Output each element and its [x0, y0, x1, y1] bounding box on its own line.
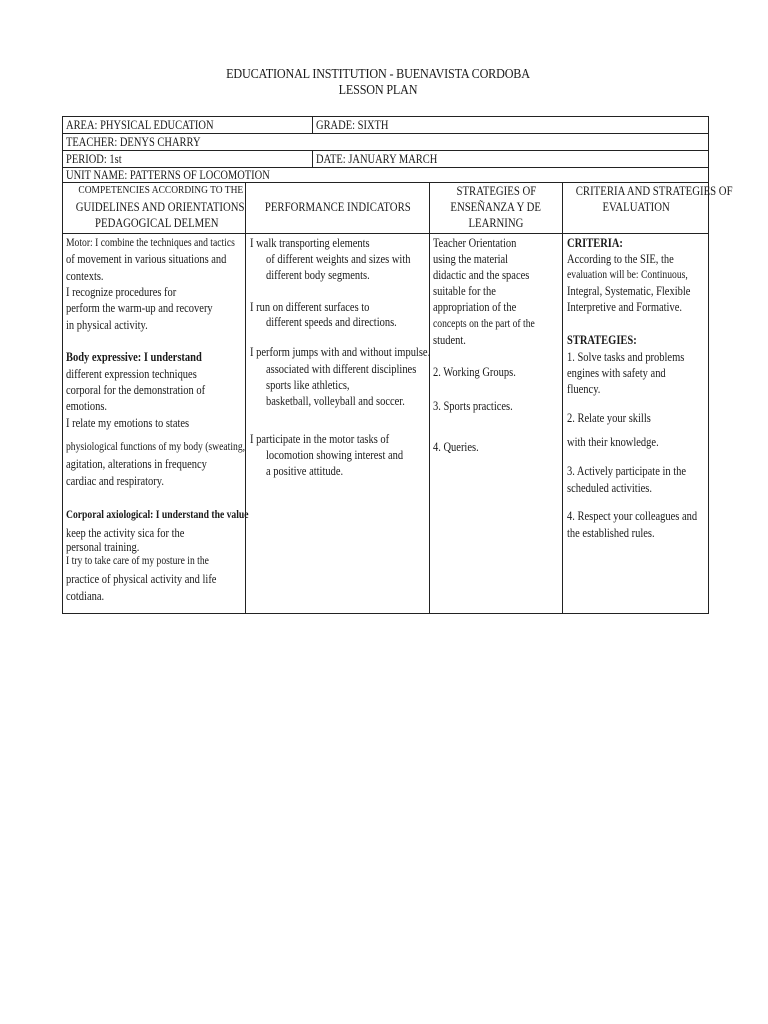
evaluation-strategy-line: 1. Solve tasks and problems — [567, 350, 685, 364]
indicator-line: locomotion showing interest and — [266, 448, 404, 462]
area-field: AREA: PHYSICAL EDUCATION — [66, 118, 214, 132]
table-rule — [62, 182, 709, 183]
competency-motor-line: contexts. — [66, 269, 104, 283]
evaluation-strategy-line: 4. Respect your colleagues and — [567, 509, 698, 523]
unit-name-field: UNIT NAME: PATTERNS OF LOCOMOTION — [66, 168, 270, 182]
indicator-line: I run on different surfaces to — [250, 300, 370, 314]
indicator-line: basketball, volleyball and soccer. — [266, 394, 405, 408]
indicator-line: I participate in the motor tasks of — [250, 432, 390, 446]
criteria-heading: CRITERIA: — [567, 236, 623, 250]
evaluation-strategy-line: 3. Actively participate in the — [567, 464, 687, 478]
competency-axiological-line: personal training. — [66, 540, 140, 554]
strategy-intro-line: Teacher Orientation — [433, 236, 517, 250]
strategy-intro-line: didactic and the spaces — [433, 268, 530, 282]
evaluation-strategy-line: engines with safety and — [567, 366, 666, 380]
criteria-line: evaluation will be: Continuous, — [567, 269, 688, 281]
strategy-intro-line: student. — [433, 333, 466, 347]
table-rule — [62, 233, 709, 234]
competency-axiological-line: keep the activity sica for the — [66, 526, 185, 540]
competency-expressive-line: corporal for the demonstration of — [66, 383, 206, 397]
competency-motor-line: in physical activity. — [66, 318, 148, 332]
evaluation-strategy-line: 2. Relate your skills — [567, 411, 651, 425]
competency-motor-line: Motor: I combine the techniques and tactics — [66, 237, 235, 249]
column-header-competencies-line3: PEDAGOGICAL DELMEN — [95, 216, 219, 230]
date-field: DATE: JANUARY MARCH — [316, 152, 438, 166]
teacher-field: TEACHER: DENYS CHARRY — [66, 135, 201, 149]
lesson-plan-table — [62, 116, 733, 614]
column-header-criteria-line2: EVALUATION — [602, 200, 670, 214]
table-border-bottom — [62, 613, 709, 614]
table-rule — [562, 182, 563, 614]
column-header-criteria: CRITERIA AND STRATEGIES OF — [575, 184, 733, 198]
column-header-strategies: STRATEGIES OF — [456, 184, 536, 198]
indicator-line: associated with different disciplines — [266, 362, 417, 376]
evaluation-strategy-line: fluency. — [567, 382, 601, 396]
strategy-intro-line: concepts on the part of the — [433, 318, 535, 330]
evaluation-strategies-heading: STRATEGIES: — [567, 333, 637, 347]
table-rule — [312, 150, 313, 167]
competency-physiological-line: physiological functions of my body (sweating, — [66, 441, 246, 453]
document-title: EDUCATIONAL INSTITUTION - BUENAVISTA CORDOBA — [226, 66, 530, 81]
evaluation-strategy-line: with their knowledge. — [567, 435, 659, 449]
strategy-intro-line: using the material — [433, 252, 509, 266]
competency-expressive-heading: Body expressive: I understand — [66, 350, 202, 364]
strategy-intro-line: appropriation of the — [433, 300, 517, 314]
competency-motor-line: of movement in various situations and — [66, 252, 227, 266]
competency-expressive-line: emotions. — [66, 399, 108, 413]
competency-physiological-line: cardiac and respiratory. — [66, 474, 164, 488]
competency-motor-line: I recognize procedures for — [66, 285, 177, 299]
period-field: PERIOD: 1st — [66, 152, 122, 166]
column-header-strategies-line2: ENSEÑANZA Y DE — [450, 200, 542, 214]
competency-physiological-line: agitation, alterations in frequency — [66, 457, 207, 471]
table-rule — [62, 150, 709, 151]
table-rule — [245, 182, 246, 614]
competency-axiological-line: I try to take care of my posture in the — [66, 555, 209, 567]
column-header-strategies-line3: LEARNING — [468, 216, 524, 230]
table-border-top — [62, 116, 709, 117]
indicator-line: different body segments. — [266, 268, 370, 282]
competency-axiological-line: practice of physical activity and life — [66, 572, 217, 586]
table-rule — [62, 133, 709, 134]
strategy-item: 3. Sports practices. — [433, 399, 513, 413]
competency-axiological-heading: Corporal axiological: I understand the value — [66, 509, 249, 521]
indicator-line: I walk transporting elements — [250, 236, 370, 250]
indicator-line: I perform jumps with and without impulse. — [250, 345, 431, 359]
indicator-line: sports like athletics, — [266, 378, 350, 392]
table-rule — [312, 116, 313, 133]
indicator-line: different speeds and directions. — [266, 315, 397, 329]
evaluation-strategy-line: scheduled activities. — [567, 481, 652, 495]
criteria-line: Integral, Systematic, Flexible — [567, 284, 691, 298]
competency-expressive-line: different expression techniques — [66, 367, 197, 381]
grade-field: GRADE: SIXTH — [316, 118, 389, 132]
indicator-line: of different weights and sizes with — [266, 252, 411, 266]
evaluation-strategy-line: the established rules. — [567, 526, 655, 540]
criteria-line: Interpretive and Formative. — [567, 300, 682, 314]
competency-axiological-line: cotdiana. — [66, 589, 105, 603]
competency-motor-line: perform the warm-up and recovery — [66, 301, 213, 315]
table-rule — [429, 182, 430, 614]
indicator-line: a positive attitude. — [266, 464, 344, 478]
strategy-intro-line: suitable for the — [433, 284, 496, 298]
column-header-indicators: PERFORMANCE INDICATORS — [264, 200, 411, 214]
column-header-competencies-line2: GUIDELINES AND ORIENTATIONS — [76, 200, 245, 214]
criteria-line: According to the SIE, the — [567, 252, 674, 266]
strategy-item: 2. Working Groups. — [433, 365, 516, 379]
column-header-competencies: COMPETENCIES ACCORDING TO THE — [78, 184, 243, 196]
strategy-item: 4. Queries. — [433, 440, 479, 454]
document-subtitle: LESSON PLAN — [338, 82, 418, 97]
competency-expressive-line: I relate my emotions to states — [66, 416, 190, 430]
